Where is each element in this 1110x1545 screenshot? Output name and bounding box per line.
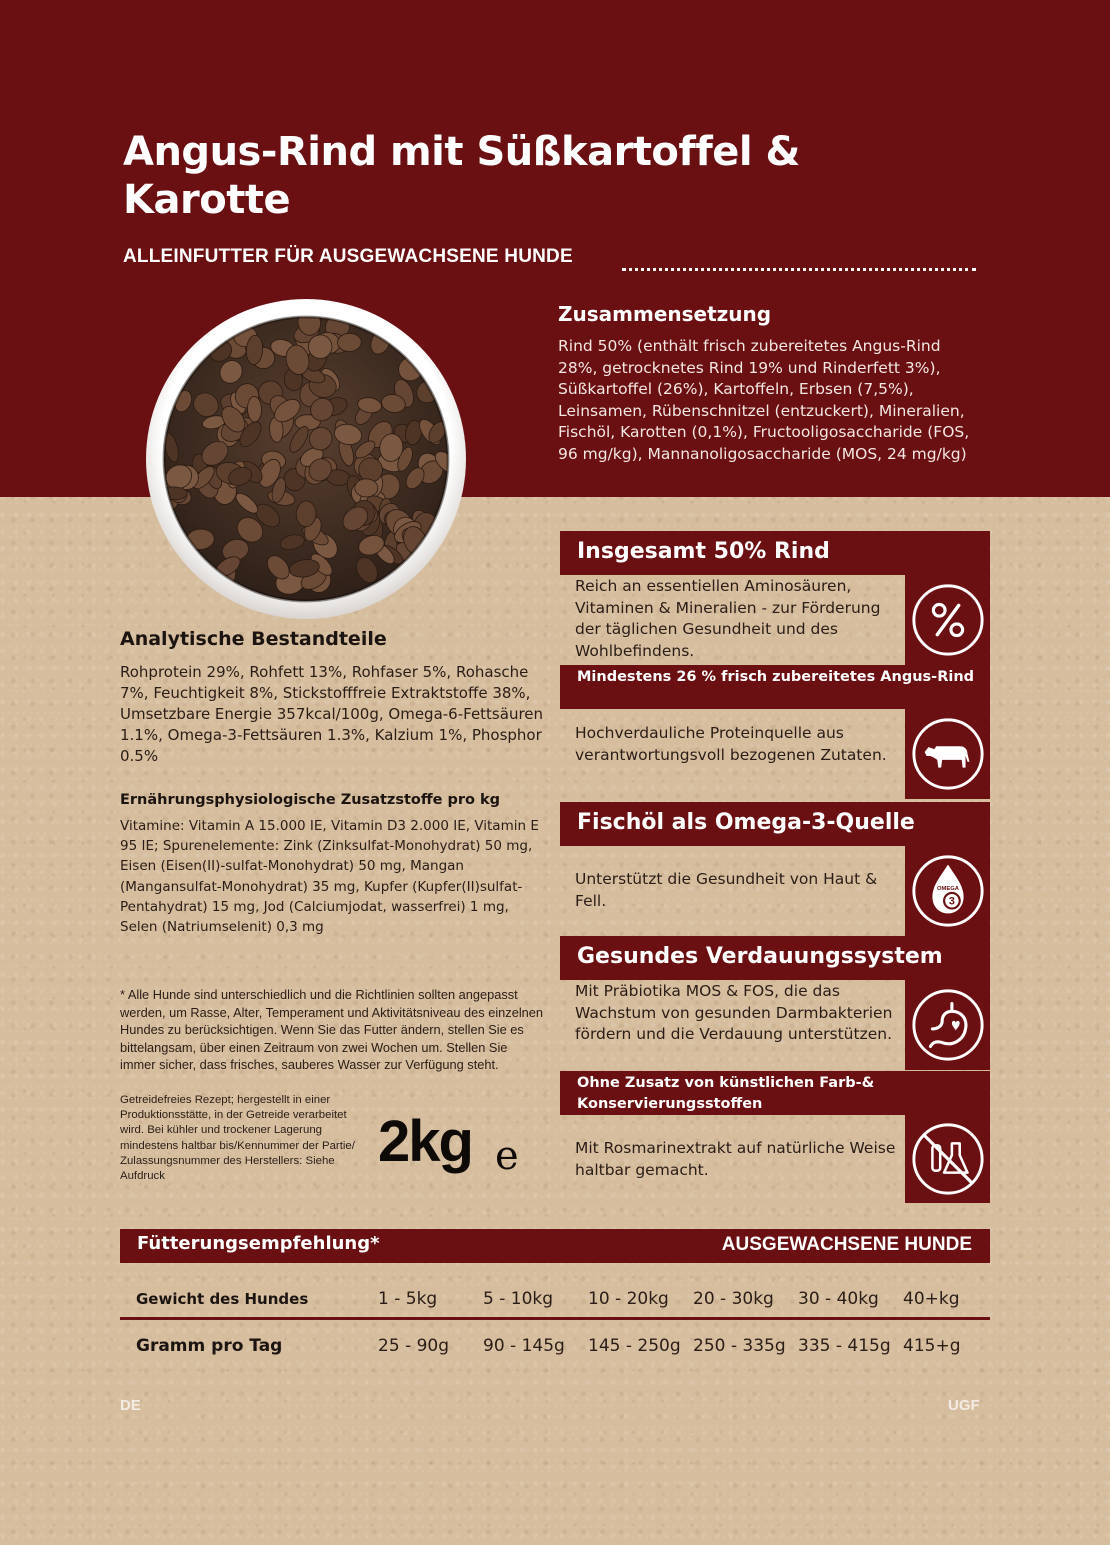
feature-text-angus: Hochverdauliche Proteinquelle aus verantwortungsvoll bezogenen Zutaten. bbox=[575, 724, 887, 764]
table-cell: 40+kg bbox=[903, 1289, 960, 1309]
omega3-drop-icon bbox=[909, 852, 987, 930]
analytical-heading: Analytische Bestandteile bbox=[120, 628, 387, 650]
table-cell: 250 - 335g bbox=[693, 1336, 786, 1356]
feature-icon-box-beef bbox=[905, 575, 990, 665]
feature-text-fishoil: Unterstützt die Gesundheit von Haut & Fell. bbox=[575, 870, 878, 910]
weight-row-label: Gewicht des Hundes bbox=[136, 1290, 309, 1308]
feature-heading-angus: Mindestens 26 % frisch zubereitetes Angus-Rind bbox=[560, 665, 990, 709]
feature-heading-fishoil: Fischöl als Omega-3-Quelle bbox=[560, 802, 990, 846]
feeding-heading: Fütterungsempfehlung* bbox=[137, 1233, 380, 1254]
feature-icon-box-angus bbox=[905, 709, 990, 799]
table-cell: 335 - 415g bbox=[798, 1336, 891, 1356]
stomach-heart-icon bbox=[909, 986, 987, 1064]
composition-heading: Zusammensetzung bbox=[558, 302, 772, 326]
table-cell: 30 - 40kg bbox=[798, 1289, 879, 1309]
percent-icon bbox=[909, 581, 987, 659]
brand-code: UGF bbox=[948, 1397, 980, 1414]
table-cell: 1 - 5kg bbox=[378, 1289, 438, 1309]
table-cell: 90 - 145g bbox=[483, 1336, 565, 1356]
table-cell: 25 - 90g bbox=[378, 1336, 449, 1356]
feeding-header-bar bbox=[120, 1229, 990, 1263]
feature-heading-beef: Insgesamt 50% Rind bbox=[560, 531, 990, 575]
feature-heading-digestion: Gesundes Verdauungssystem bbox=[560, 936, 990, 980]
feature-icon-box-digestion bbox=[905, 980, 990, 1070]
kibble-bowl-image bbox=[145, 298, 467, 620]
feature-icon-box-no-additives bbox=[905, 1115, 990, 1203]
feeding-target: AUSGEWACHSENE HUNDE bbox=[721, 1234, 972, 1255]
dotted-divider bbox=[622, 268, 976, 271]
feature-icon-box-fishoil bbox=[905, 846, 990, 936]
product-title: Angus-Rind mit Süßkartoffel & Karotte bbox=[123, 129, 800, 223]
composition-text: Rind 50% (enthält frisch zubereitetes Angus-Rind 28%, getrocknetes Rind 19% und Rinderfett 3%), Süßkartoffel (26%), Kartoffeln, Erbsen (7,5%), Leinsamen, Rübenschnitzel (entzuckert), Mineralien, Fischöl, Karotten (0,1%), Fructooligosaccharide (FOS, 96 mg/kg), Mannanoligosaccharide (MOS, 24 mg/kg) bbox=[558, 337, 970, 463]
table-cell: 415+g bbox=[903, 1336, 961, 1356]
feature-heading-no-additives: Ohne Zusatz von künstlichen Farb-& Konservierungsstoffen bbox=[560, 1071, 990, 1115]
storage-note: Getreidefreies Rezept; hergestellt in einer Produktionsstätte, in der Getreide verarbeitet wird. Bei kühler und trockener Lagerung mindestens haltbar bis/Kennummer der Partie/ Zulassungsnummer des Herstellers: Siehe Aufdruck bbox=[120, 1094, 355, 1183]
feature-text-beef: Reich an essentiellen Aminosäuren, Vitaminen & Mineralien - zur Förderung der täglichen Gesundheit und des Wohlbefindens. bbox=[575, 577, 881, 660]
product-subtitle: ALLEINFUTTER FÜR AUSGEWACHSENE HUNDE bbox=[123, 246, 573, 267]
cow-icon bbox=[909, 715, 987, 793]
table-cell: 10 - 20kg bbox=[588, 1289, 669, 1309]
table-cell: 145 - 250g bbox=[588, 1336, 681, 1356]
svg-text:3: 3 bbox=[948, 895, 955, 908]
table-divider bbox=[120, 1317, 990, 1320]
net-weight: 2kg bbox=[378, 1109, 472, 1174]
no-chemicals-icon bbox=[909, 1120, 987, 1198]
language-code: DE bbox=[120, 1397, 141, 1414]
grams-row-label: Gramm pro Tag bbox=[136, 1336, 283, 1356]
table-cell: 20 - 30kg bbox=[693, 1289, 774, 1309]
feature-text-no-additives: Mit Rosmarinextrakt auf natürliche Weise haltbar gemacht. bbox=[575, 1139, 896, 1179]
svg-text:OMEGA: OMEGA bbox=[936, 886, 959, 893]
feeding-note: * Alle Hunde sind unterschiedlich und die Richtlinien sollten angepasst werden, um Rasse, Alter, Temperament und Aktivitätsniveau des einzelnen Hundes zu berücksichtigen. Wenn Sie das Futter ändern, stellen Sie es bittelangsam, über einen Zeitraum von zwei Wochen um. Stellen Sie immer sicher, dass frisches, sauberes Wasser zur Verfügung steht. bbox=[120, 987, 544, 1073]
additives-text: Vitamine: Vitamin A 15.000 IE, Vitamin D3 2.000 IE, Vitamin E 95 IE; Spurenelemente: Zink (Zinksulfat-Monohydrat) 50 mg, Eisen (Eisen(II)-sulfat-Monohydrat) 50 mg, Mangan (Mangansulfat-Monohydrat) 35 mg, Kupfer (Kupfer(II)sulfat-Pentahydrat) 15 mg, Jod (Calciumjodat, wasserfrei) 1 mg, Selen (Natriumselenit) 0,3 mg bbox=[120, 818, 539, 936]
feature-text-digestion: Mit Präbiotika MOS & FOS, die das Wachstum von gesunden Darmbakterien fördern und die Verdauung unterstützen. bbox=[575, 982, 893, 1043]
table-cell: 5 - 10kg bbox=[483, 1289, 554, 1309]
analytical-text: Rohprotein 29%, Rohfett 13%, Rohfaser 5%, Rohasche 7%, Feuchtigkeit 8%, Stickstofffreie Extraktstoffe 38%, Umsetzbare Energie 357kcal/100g, Omega-6-Fettsäuren 1.1%, Omega-3-Fettsäuren 1.3%, Kalzium 1%, Phosphor 0.5% bbox=[120, 663, 544, 765]
estimated-sign: e bbox=[495, 1133, 519, 1179]
additives-heading: Ernährungsphysiologische Zusatzstoffe pro kg bbox=[120, 792, 501, 808]
